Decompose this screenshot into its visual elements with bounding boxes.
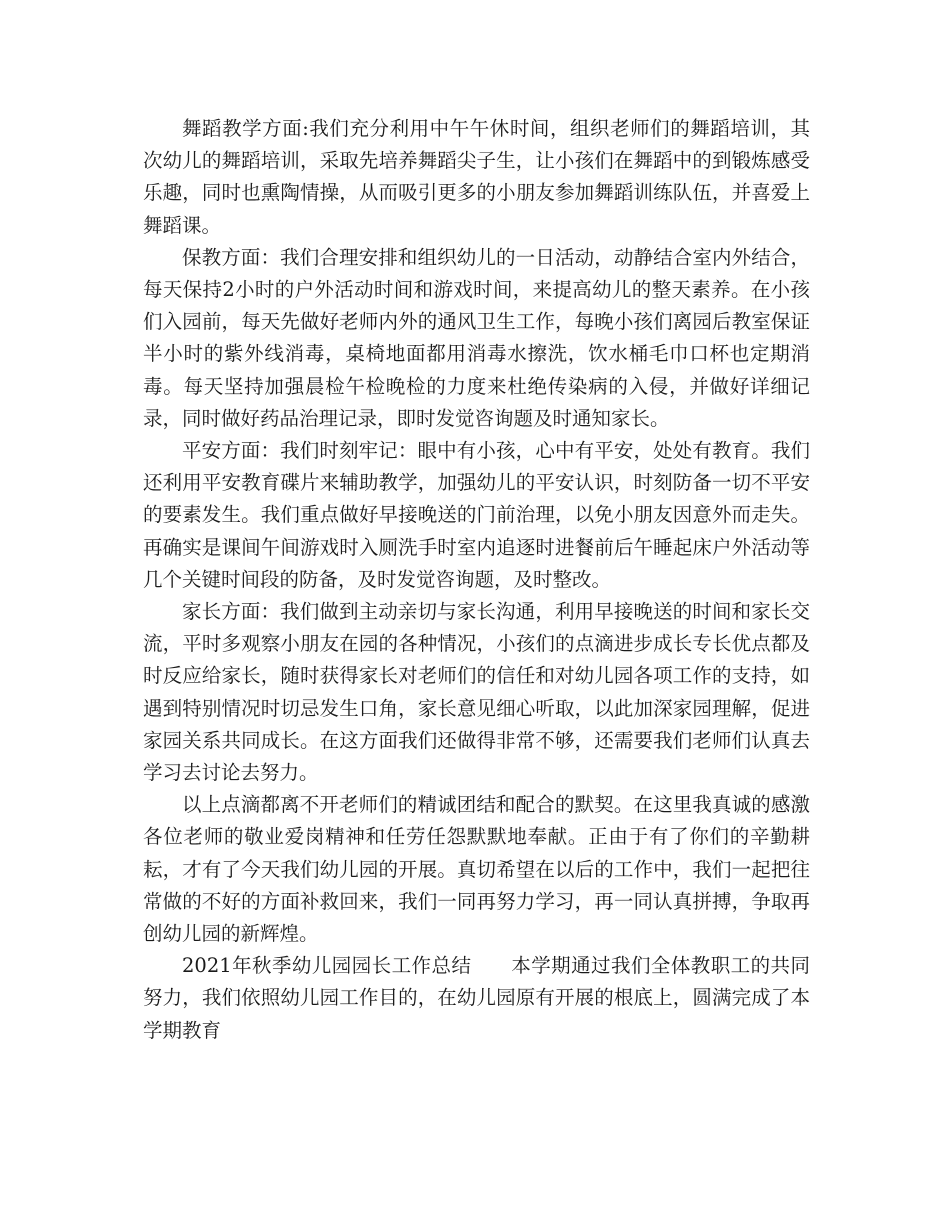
document-body [143,113,810,1047]
paragraph-thanks: 以上点滴都离不开老师们的精诚团结和配合的默契。在这里我真诚的感激各位老师的敬业爱岗精神和任劳任怨默默地奉献。正由于有了你们的辛勤耕耘，才有了今天我们幼儿园的开展。真切希望在以后的工作中，我们一起把往常做的不好的方面补救回来，我们一同再努力学习，再一同认真拼搏，争取再创幼儿园的新辉煌。 [143,793,810,946]
paragraph-safety: 平安方面：我们时刻牢记：眼中有小孩，心中有平安，处处有教育。我们还利用平安教育碟片来辅助教学，加强幼儿的平安认识，时刻防备一切不平安的要素发生。我们重点做好早接晚送的门前治理，以免小朋友因意外而走失。再确实是课间午间游戏时入厕洗手时室内追逐时进餐前后午睡起床户外活动等几个关键时间段的防备，及时发觉咨询题，及时整改。 [143,439,810,591]
paragraph-care-education: 保教方面：我们合理安排和组织幼儿的一日活动，动静结合室内外结合，每天保持2小时的户外活动时间和游戏时间，来提高幼儿的整天素养。在小孩们入园前，每天先做好老师内外的通风卫生工作，每晚小孩们离园后教室保证半小时的紫外线消毒，桌椅地面都用消毒水擦洗，饮水桶毛巾口杯也定期消毒。每天坚持加强晨检午检晚检的力度来杜绝传染病的入侵，并做好详细记录，同时做好药品治理记录，即时发觉咨询题及时通知家长。 [143,245,810,430]
paragraph-autumn-summary: 2021年秋季幼儿园园长工作总结 本学期通过我们全体教职工的共同努力，我们依照幼儿园工作目的，在幼儿园原有开展的根底上，圆满完成了本学期教育 [143,954,810,1042]
paragraph-parents: 家长方面：我们做到主动亲切与家长沟通，利用早接晚送的时间和家长交流，平时多观察小朋友在园的各种情况，小孩们的点滴进步成长专长优点都及时反应给家长，随时获得家长对老师们的信任和对幼儿园各项工作的支持，如遇到特别情况时切忌发生口角，家长意见细心听取，以此加深家园理解，促进家园关系共同成长。在这方面我们还做得非常不够，还需要我们老师们认真去学习去讨论去努力。 [143,600,810,785]
paragraph-dance-teaching: 舞蹈教学方面:我们充分利用中午午休时间，组织老师们的舞蹈培训，其次幼儿的舞蹈培训，采取先培养舞蹈尖子生，让小孩们在舞蹈中的到锻炼感受乐趣，同时也熏陶情操，从而吸引更多的小朋友参加舞蹈训练队伍，并喜爱上舞蹈课。 [143,117,810,237]
